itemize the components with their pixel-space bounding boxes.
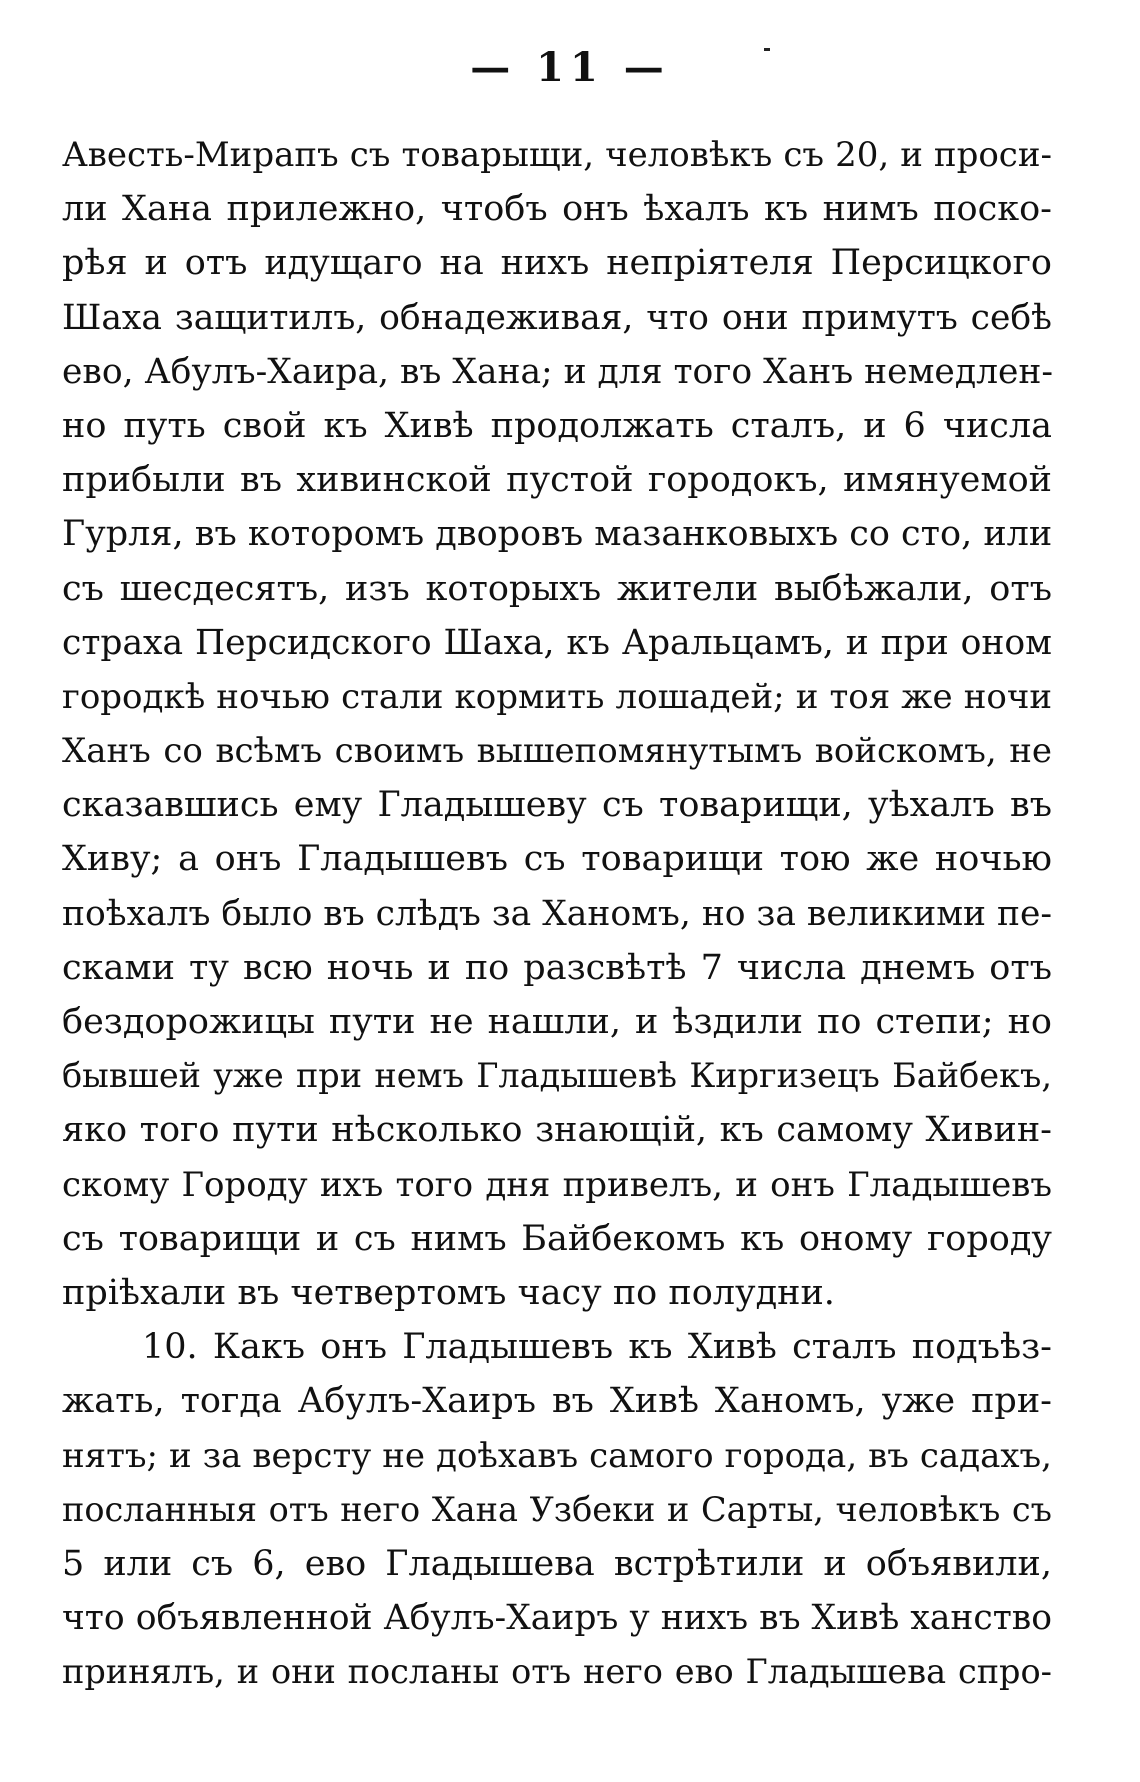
text-line: страха Персидского Шаха, къ Аральцамъ, и при оном: [62, 622, 1052, 663]
text-line: что объявленной Абулъ-Хаиръ у нихъ въ Хивѣ ханство: [62, 1598, 1052, 1639]
text-line: Ханъ со всѣмъ своимъ вышепомянутымъ войскомъ, не: [62, 731, 1052, 772]
body-text: [62, 128, 1052, 1699]
print-speck: [764, 48, 770, 51]
text-line: Хиву; а онъ Гладышевъ съ товарищи тою же ночью: [62, 839, 1052, 880]
text-line: рѣя и отъ идущаго на нихъ непріятеля Персицкого: [62, 243, 1052, 284]
text-line: ево, Абулъ-Хаира, въ Хана; и для того Ханъ немедлен-: [62, 351, 1054, 392]
text-line: бездорожицы пути не нашли, и ѣздили по степи; но: [62, 1002, 1052, 1042]
text-line: съ товарищи и съ нимъ Байбекомъ къ оному городу: [62, 1218, 1052, 1259]
page-number: — 11 —: [470, 44, 670, 91]
paragraph-first-line: 10. Какъ онъ Гладышевъ къ Хивѣ сталъ подъѣз-: [142, 1327, 1052, 1368]
text-line: скому Городу ихъ того дня привелъ, и онъ Гладышевъ: [62, 1164, 1052, 1205]
text-line: городкѣ ночью стали кормить лошадей; и тоя же ночи: [62, 676, 1052, 717]
text-line: посланныя отъ него Хана Узбеки и Сарты, человѣкъ съ: [62, 1489, 1052, 1529]
text-line: ли Хана прилежно, чтобъ онъ ѣхалъ къ нимъ поско-: [62, 189, 1052, 230]
text-line: 5 или съ 6, ево Гладышева встрѣтили и объявили,: [62, 1543, 1052, 1584]
text-line: яко того пути нѣсколько знающій, къ самому Хивин-: [62, 1110, 1052, 1151]
text-line: прибыли въ хивинской пустой городокъ, имянуемой: [62, 460, 1052, 501]
text-line: поѣхалъ было въ слѣдъ за Ханомъ, но за великими пе-: [62, 893, 1053, 934]
text-line: Шаха защитилъ, обнадеживая, что они примутъ себѣ: [62, 297, 1052, 338]
paragraph-last-line: пріѣхали въ четвертомъ часу по полудни.: [62, 1272, 835, 1313]
text-line: Авесть-Мирапъ съ товарыщи, человѣкъ съ 20, и проси-: [62, 135, 1052, 175]
text-line: нятъ; и за версту не доѣхавъ самого города, въ садахъ,: [62, 1435, 1052, 1476]
text-line: сками ту всю ночь и по разсвѣтѣ 7 числа днемъ отъ: [62, 947, 1052, 988]
text-line: съ шесдесятъ, изъ которыхъ жители выбѣжали, отъ: [62, 568, 1052, 609]
text-line: сказавшись ему Гладышеву съ товарищи, уѣхалъ въ: [62, 785, 1052, 826]
text-line: принялъ, и они посланы отъ него ево Гладышева спро-: [62, 1652, 1052, 1692]
text-line: Гурля, въ которомъ дворовъ мазанковыхъ со сто, или: [62, 514, 1053, 555]
text-line: бывшей уже при немъ Гладышевѣ Киргизецъ Байбекъ,: [62, 1056, 1052, 1096]
text-line: жать, тогда Абулъ-Хаиръ въ Хивѣ Ханомъ, уже при-: [62, 1381, 1052, 1422]
text-line: но путь свой къ Хивѣ продолжать сталъ, и 6 числа: [62, 405, 1052, 446]
